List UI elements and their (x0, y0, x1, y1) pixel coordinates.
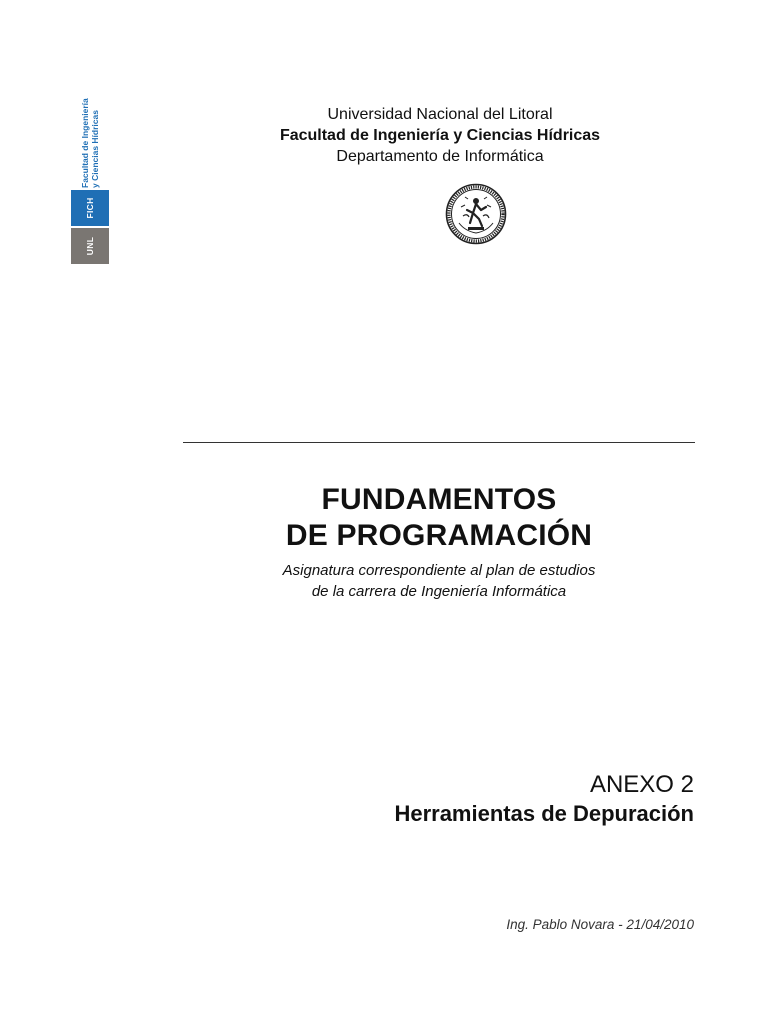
annex-title: Herramientas de Depuración (394, 801, 694, 826)
annex-block (294, 770, 694, 828)
fich-badge-label: FICH (85, 197, 95, 219)
faculty-name: Facultad de Ingeniería y Ciencias Hídricas (279, 127, 601, 144)
faculty-vertical-label (71, 76, 109, 188)
university-seal-icon (445, 183, 507, 245)
course-title-line1: FUNDAMENTOS (321, 483, 557, 516)
course-title-block (183, 482, 695, 602)
title-divider (183, 442, 695, 443)
institution-header (200, 104, 680, 167)
department-name: Departamento de Informática (336, 148, 544, 165)
unl-badge (71, 228, 109, 264)
course-title-line2: DE PROGRAMACIÓN (285, 519, 593, 552)
course-subtitle (183, 560, 695, 602)
faculty-vertical-line2: y Ciencias Hídricas (90, 110, 100, 188)
annex-number: ANEXO 2 (589, 771, 694, 798)
faculty-vertical-line1: Facultad de Ingeniería (80, 98, 90, 188)
course-subtitle-line1: Asignatura correspondiente al plan de estudios (282, 562, 596, 579)
author-line: Ing. Pablo Novara - 21/04/2010 (506, 917, 694, 932)
course-subtitle-line2: de la carrera de Ingeniería Informática (311, 583, 567, 600)
unl-badge-label: UNL (85, 236, 95, 256)
brand-strip (71, 76, 109, 264)
fich-badge (71, 190, 109, 226)
university-name: Universidad Nacional del Litoral (327, 106, 553, 123)
